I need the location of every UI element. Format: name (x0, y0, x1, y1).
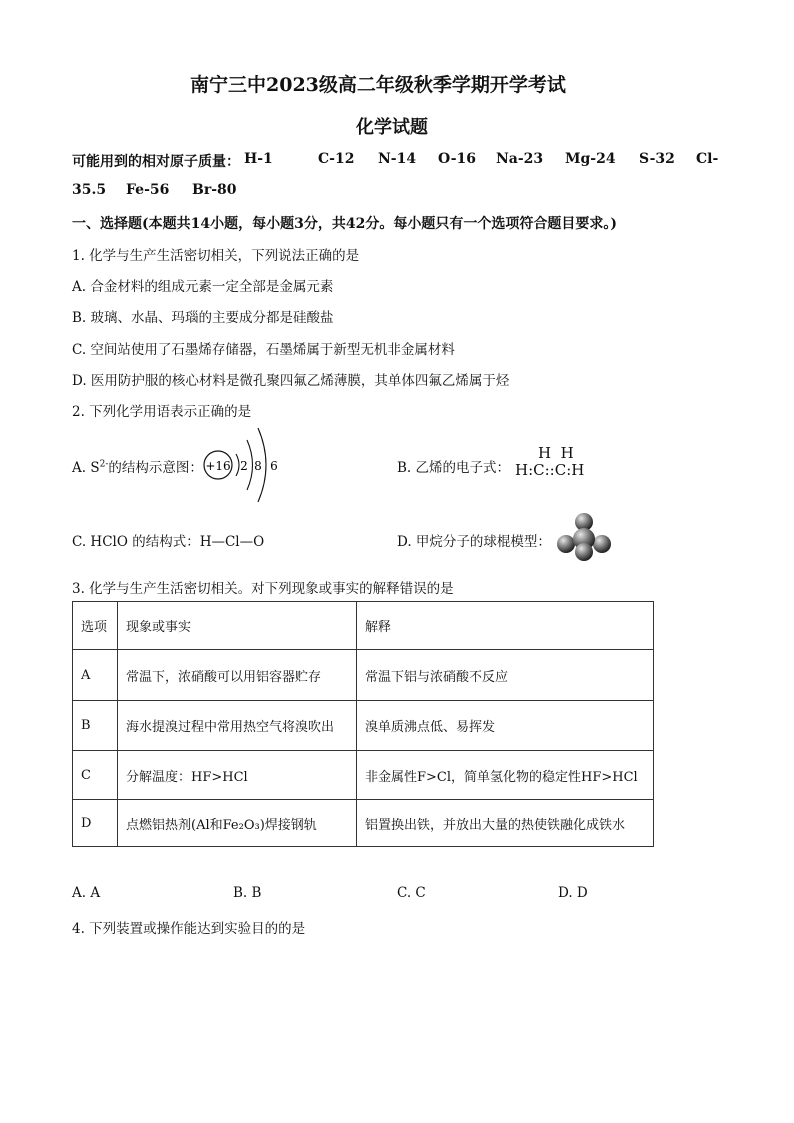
q2-option-a (72, 456, 203, 476)
shell-electrons-2: 8 (254, 459, 262, 473)
shell-electrons-3: 6 (270, 459, 278, 473)
q3-stem: 3. 化学与生产生活密切相关。对下列现象或事实的解释错误的是 (72, 581, 454, 597)
table-cell: 铝置换出铁，并放出大量的热使铁融化成铁水 (357, 800, 654, 847)
table-header: 选项 (73, 602, 118, 650)
q1-option-c: C. 空间站使用了石墨烯存储器，石墨烯属于新型无机非金属材料 (72, 342, 455, 358)
q2-a-prefix: A. S (72, 460, 100, 476)
exam-subtitle: 化学试题 (356, 117, 428, 138)
mass-item: Na-23 (496, 151, 544, 167)
table-row (73, 701, 654, 751)
mass-item: Fe-56 (126, 182, 170, 198)
table-cell: 常温下铝与浓硝酸不反应 (357, 650, 654, 701)
sulfide-ion-diagram (196, 424, 286, 508)
table-cell: B (73, 701, 118, 751)
table-header: 解释 (357, 602, 654, 650)
methane-ball-stick-model (556, 512, 612, 562)
nucleus-charge: +16 (205, 459, 231, 473)
table-cell: 非金属性F>Cl，简单氢化物的稳定性HF>HCl (357, 751, 654, 800)
table-cell: A (73, 650, 118, 701)
ethylene-electron-formula (515, 445, 584, 479)
atomic-mass-label: 可能用到的相对原子质量： (72, 154, 240, 170)
q1-option-b: B. 玻璃、水晶、玛瑙的主要成分都是硅酸盐 (72, 310, 334, 326)
table-cell: 溴单质沸点低、易挥发 (357, 701, 654, 751)
q3-option-b: B. B (233, 885, 262, 901)
table-cell: C (73, 751, 118, 800)
mass-item: Cl- (696, 151, 719, 167)
table-header: 现象或事实 (118, 602, 357, 650)
q1-stem: 1. 化学与生产生活密切相关，下列说法正确的是 (72, 248, 360, 264)
q1-option-d: D. 医用防护服的核心材料是微孔聚四氟乙烯薄膜，其单体四氟乙烯属于烃 (72, 373, 510, 389)
q2-option-d: D. 甲烷分子的球棍模型： (397, 534, 551, 550)
q4-stem: 4. 下列装置或操作能达到实验目的的是 (72, 921, 306, 937)
mass-item: S-32 (639, 151, 675, 167)
table-cell: 常温下，浓硝酸可以用铝容器贮存 (118, 650, 357, 701)
q2-option-c: C. HClO 的结构式：H—Cl—O (72, 534, 265, 550)
mass-item: O-16 (438, 151, 477, 167)
q3-option-d: D. D (558, 885, 588, 901)
mass-item: 35.5 (72, 182, 107, 198)
table-row (73, 800, 654, 847)
ethylene-main: H:C::C:H (515, 461, 585, 479)
q3-option-c: C. C (397, 885, 426, 901)
q2-stem: 2. 下列化学用语表示正确的是 (72, 404, 252, 420)
mass-item: Br-80 (192, 182, 237, 198)
q2-a-charge: 2- (99, 459, 109, 470)
table-row (73, 751, 654, 800)
q1-option-a: A. 合金材料的组成元素一定全部是金属元素 (72, 279, 334, 295)
table-header-row (73, 602, 654, 650)
q2-option-b: B. 乙烯的电子式： (397, 460, 511, 476)
table-cell: D (73, 800, 118, 847)
mass-item: H-1 (244, 151, 273, 167)
table-cell: 海水提溴过程中常用热空气将溴吹出 (118, 701, 357, 751)
mass-item: C-12 (318, 151, 355, 167)
q3-table (72, 601, 654, 847)
q3-option-a: A. A (72, 885, 101, 901)
table-cell: 分解温度：HF>HCl (118, 751, 357, 800)
section-heading: 一、选择题(本题共14小题，每小题3分，共42分。每小题只有一个选项符合题目要求。) (72, 216, 617, 232)
mass-item: Mg-24 (565, 151, 616, 167)
ethylene-top-h: H H (538, 444, 574, 462)
exam-title: 南宁三中2023级高二年级秋季学期开学考试 (190, 74, 566, 96)
mass-item: N-14 (378, 151, 417, 167)
shell-electrons-1: 2 (240, 459, 248, 473)
table-row (73, 650, 654, 701)
table-cell: 点燃铝热剂(Al和Fe₂O₃)焊接钢轨 (118, 800, 357, 847)
q2-a-suffix: 的结构示意图： (108, 460, 203, 476)
